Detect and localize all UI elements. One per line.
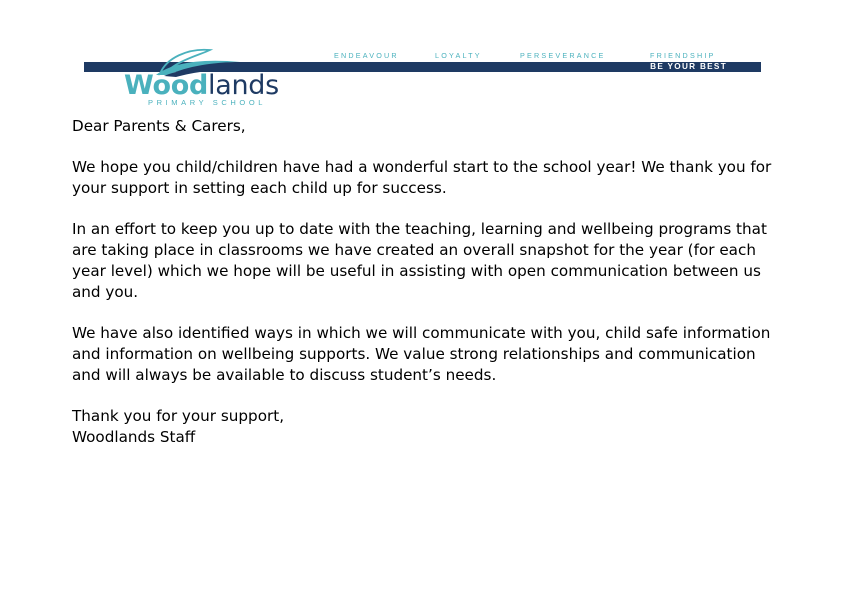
value-friendship: FRIENDSHIP	[650, 51, 716, 60]
value-endeavour: ENDEAVOUR	[334, 51, 399, 60]
greeting: Dear Parents & Carers,	[72, 117, 246, 135]
tagline: BE YOUR BEST	[650, 62, 727, 71]
letterhead	[0, 0, 842, 110]
value-loyalty: LOYALTY	[435, 51, 482, 60]
letter-body	[72, 116, 782, 448]
logo-subtitle: PRIMARY SCHOOL	[148, 98, 267, 107]
logo-name-light: lands	[208, 70, 279, 101]
paragraph-1: We hope you child/children have had a wonderful start to the school year! We thank you for your support in setting each child up for success.	[72, 158, 772, 197]
school-name-logo	[124, 71, 279, 101]
value-perseverance: PERSEVERANCE	[520, 51, 606, 60]
paragraph-3: We have also identified ways in which we will communicate with you, child safe information and information on wellbeing supports. We value strong relationships and communication and will always be available to discuss student’s needs.	[72, 324, 771, 384]
signature: Woodlands Staff	[72, 428, 196, 446]
school-values	[334, 51, 734, 61]
logo-name-bold: Wood	[124, 70, 209, 101]
paragraph-2: In an effort to keep you up to date with the teaching, learning and wellbeing programs that are taking place in classrooms we have created an overall snapshot for the year (for each year level) which we hope will be useful in assisting with open communication between us and you.	[72, 220, 767, 301]
closing: Thank you for your support,	[72, 407, 285, 425]
